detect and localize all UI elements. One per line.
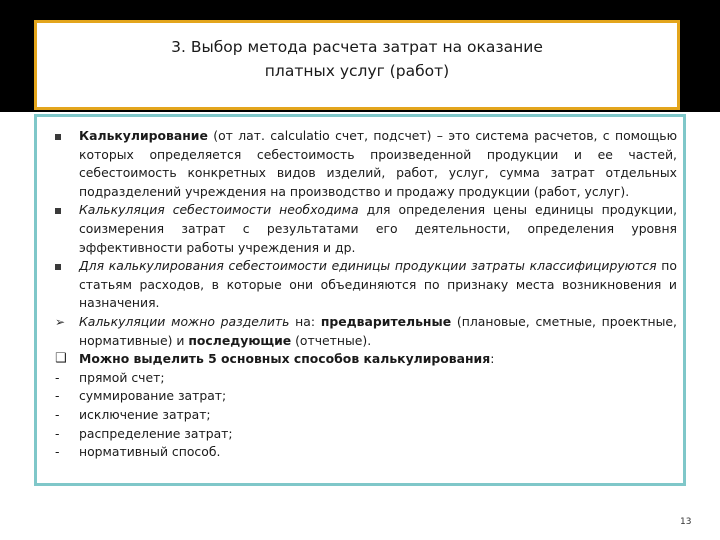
method-item: [55, 369, 677, 388]
square-bullet-icon: [55, 127, 71, 146]
list-item: [55, 313, 677, 350]
title-line-1: 3. Выбор метода расчета затрат на оказание: [171, 38, 543, 56]
item-text: по статьям расходов, в которые они объединяются по признаку места возникновения и назначения.: [79, 258, 677, 311]
hollow-square-bullet-icon: ❑: [55, 351, 67, 367]
item-text: (отчетные).: [291, 332, 372, 348]
dash-bullet: -: [55, 444, 60, 460]
item-text: для определения цены единицы продукции, соизмерения затрат с результатами его деятельности, определения уровня эффективности работы учреждения и др.: [79, 202, 678, 255]
list-item: [55, 257, 677, 313]
method-item: [55, 406, 677, 425]
item-text: :: [490, 351, 495, 367]
square-bullet-icon: [55, 201, 71, 220]
term-italic: Калькуляции можно разделить: [79, 313, 290, 329]
item-text: (от лат. calculatio счет, подсчет) – это система расчетов, с помощью которых определяется себестоимость произведенной продукции и ее частей, себестоимость конкретных видов изделий, работ, услуг, сумма затрат отдельных подразделений учреждения на производство и продажу продукции (работ, услуг).: [79, 128, 677, 199]
arrow-bullet-icon: ➢: [55, 314, 66, 329]
term-italic: Для калькулирования себестоимости единицы продукции затраты классифицируются: [79, 258, 657, 274]
dash-bullet: -: [55, 388, 60, 404]
list-item: [55, 127, 677, 201]
list-item: [55, 201, 677, 257]
slide-title: [37, 35, 677, 83]
term-italic: Калькуляция себестоимости необходима: [79, 202, 359, 218]
square-bullet-icon: [55, 257, 71, 276]
dash-bullet: -: [55, 425, 60, 441]
content-box: [34, 114, 686, 486]
term-bold: последующие: [188, 332, 292, 348]
item-text: (плановые, сметные, проектные, нормативные) и: [79, 313, 677, 348]
method-text: прямой счет;: [79, 369, 165, 385]
method-item: [55, 443, 677, 462]
method-text: нормативный способ.: [79, 444, 221, 460]
item-text: на:: [289, 313, 321, 329]
page-number: 13: [680, 517, 692, 527]
method-item: [55, 425, 677, 444]
method-text: суммирование затрат;: [79, 388, 227, 404]
dash-bullet: -: [55, 369, 60, 385]
term-bold: Можно выделить 5 основных способов калькулирования: [79, 351, 491, 367]
term-bold: Калькулирование: [79, 128, 208, 143]
dash-bullet: -: [55, 406, 60, 422]
title-line-2: платных услуг (работ): [264, 62, 450, 80]
method-text: распределение затрат;: [79, 425, 233, 441]
method-text: исключение затрат;: [79, 406, 211, 422]
method-item: [55, 387, 677, 406]
bullet-list: [55, 127, 677, 462]
title-box: [34, 20, 680, 110]
list-item: [55, 350, 677, 369]
term-bold: предварительные: [320, 313, 452, 329]
